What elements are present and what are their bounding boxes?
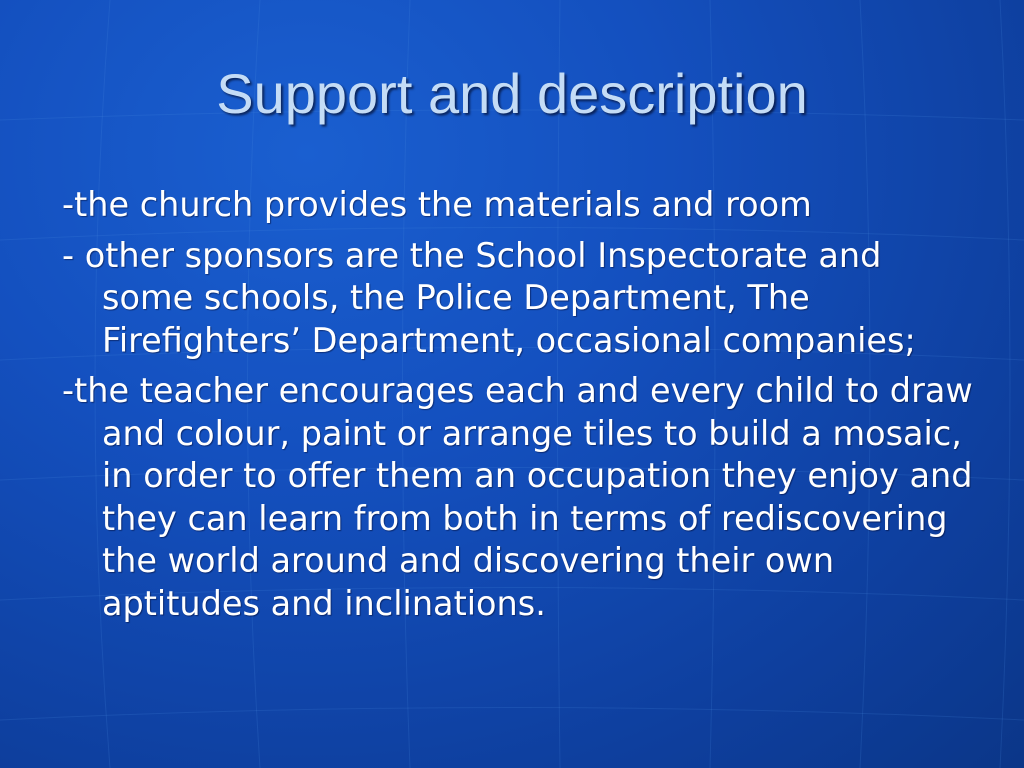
bullet-paragraph: - other sponsors are the School Inspectorate and some schools, the Police Department, The Firefighters’ Department, occasional companies; bbox=[62, 235, 916, 360]
bullet-paragraph: -the teacher encourages each and every child to draw and colour, paint or arrange tiles to build a mosaic, in order to offer them an occupation they enjoy and they can learn from both in terms of rediscovering the world around and discovering their own aptitudes and inclinations. bbox=[62, 371, 973, 623]
slide-title: Support and description bbox=[216, 62, 808, 125]
slide-body bbox=[62, 184, 982, 633]
bullet-paragraph: -the church provides the materials and room bbox=[62, 185, 812, 224]
